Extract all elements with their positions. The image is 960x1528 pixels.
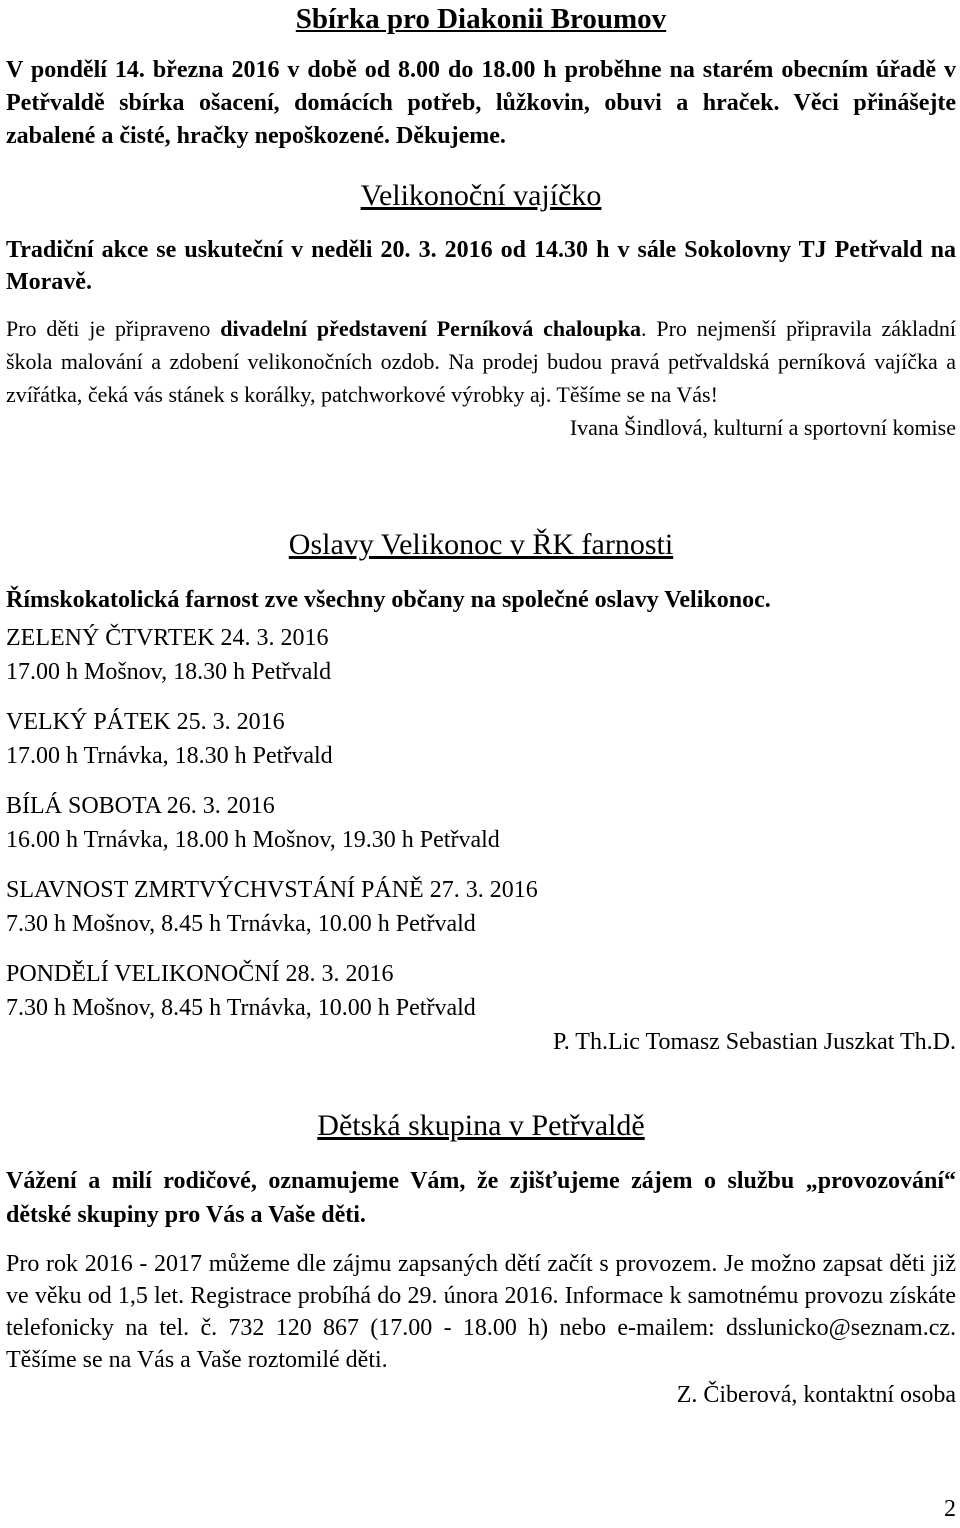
section-intro: Vážení a milí rodičové, oznamujeme Vám, že zjišťujeme zájem o službu „provozování“ dětské skupiny pro Vás a Vaše děti.: [6, 1168, 956, 1228]
event-times: 7.30 h Mošnov, 8.45 h Trnávka, 10.00 h Petřvald: [6, 995, 476, 1021]
signature: Z. Čiberová, kontaktní osoba: [676, 1382, 956, 1408]
event-day: BÍLÁ SOBOTA 26. 3. 2016: [6, 793, 275, 819]
section-title: Velikonoční vajíčko: [360, 179, 602, 212]
event-item: [6, 789, 956, 857]
event-day: ZELENÝ ČTVRTEK 24. 3. 2016: [6, 625, 329, 651]
event-times: 7.30 h Mošnov, 8.45 h Trnávka, 10.00 h Petřvald: [6, 911, 476, 937]
signature: Ivana Šindlová, kulturní a sportovní komise: [569, 415, 956, 440]
event-item: [6, 705, 956, 773]
section-title: Oslavy Velikonoc v ŘK farnosti: [288, 528, 674, 561]
event-day: SLAVNOST ZMRTVÝCHVSTÁNÍ PÁNĚ 27. 3. 2016: [6, 877, 538, 903]
section-title: Sbírka pro Diakonii Broumov: [295, 3, 667, 35]
signature: P. Th.Lic Tomasz Sebastian Juszkat Th.D.: [553, 1029, 956, 1055]
description-part-3: . Pro nejmenší připravila základní škola malování a zdobení velikonočních ozdob. Na prodej budou pravá petřvaldská perníková vajíčka a zvířátka, čeká vás stánek s korálky, patchworkové výrobky aj. Těšíme se na Vás!: [6, 316, 956, 407]
event-times: 17.00 h Trnávka, 18.30 h Petřvald: [6, 743, 333, 769]
event-times: 16.00 h Trnávka, 18.00 h Mošnov, 19.30 h Petřvald: [6, 827, 500, 853]
page-number: 2: [944, 1496, 956, 1522]
event-description: [6, 312, 956, 411]
event-item: [6, 873, 956, 941]
section-detska-skupina: [6, 1108, 956, 1412]
section-text: V pondělí 14. března 2016 v době od 8.00 do 18.00 h proběhne na starém obecním úřadě v Petřvaldě sbírka ošacení, domácích potřeb, lůžkovin, obuvi a hraček. Věci přinášejte zabalené a čisté, hračky nepoškozené. Děkujeme.: [6, 57, 956, 149]
event-times: 17.00 h Mošnov, 18.30 h Petřvald: [6, 659, 332, 685]
section-title: Dětská skupina v Petřvaldě: [317, 1109, 645, 1142]
section-diakonie: [6, 2, 956, 153]
event-day: VELKÝ PÁTEK 25. 3. 2016: [6, 709, 285, 735]
event-item: [6, 957, 956, 1025]
section-text: Pro rok 2016 - 2017 můžeme dle zájmu zapsaných dětí začít s provozem. Je možno zapsat děti již ve věku od 1,5 let. Registrace probíhá do 29. února 2016. Informace k samotnému provozu získáte telefonicky na tel. č. 732 120 867 (17.00 - 18.00 h) nebo e-mailem: dsslunicko@seznam.cz. Těšíme se na Vás a Vaše roztomilé děti.: [6, 1251, 956, 1373]
event-day: PONDĚLÍ VELIKONOČNÍ 28. 3. 2016: [6, 961, 394, 987]
description-part-1: Pro děti je připraveno: [6, 316, 221, 341]
section-velikonocni-vajicko: [6, 178, 956, 444]
events-list: [6, 621, 956, 1025]
event-intro: Tradiční akce se uskuteční v neděli 20. 3. 2016 od 14.30 h v sále Sokolovny TJ Petřvald na Moravě.: [6, 237, 956, 295]
section-oslavy-velikonoc: [6, 527, 956, 1059]
theater-highlight: divadelní představení Perníková chaloupka: [220, 316, 641, 341]
event-item: [6, 621, 956, 689]
section-intro: Římskokatolická farnost zve všechny občany na společné oslavy Velikonoc.: [6, 587, 771, 613]
